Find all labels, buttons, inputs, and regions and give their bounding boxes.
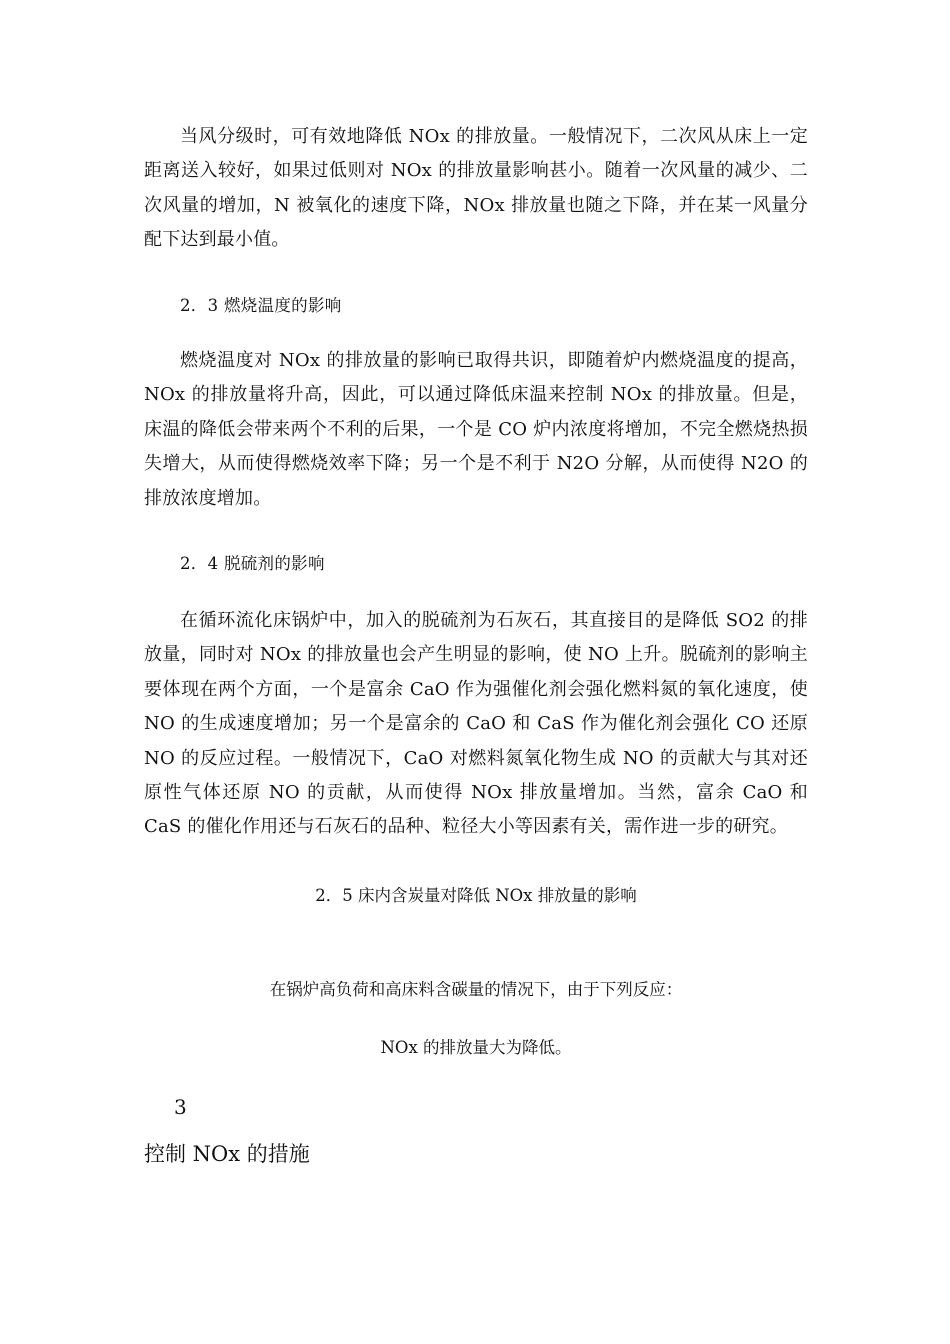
paragraph-combustion-temperature: 燃烧温度对 NOx 的排放量的影响已取得共识，即随着炉内燃烧温度的提高，NOx 的排放量将升高，因此，可以通过降低床温来控制 NOx 的排放量。但是，床温的降低会带来两个不利的后果，一个是 CO 炉内浓度将增加，不完全燃烧热损失增大，从而使得燃烧效率下降；另一个是不利于 N2O 分解，从而使得 N2O 的排放浓度增加。 (144, 350, 808, 509)
paragraph-desulfurizer: 在循环流化床锅炉中，加入的脱硫剂为石灰石，其直接目的是降低 SO2 的排放量，同时对 NOx 的排放量也会产生明显的影响，使 NO 上升。脱硫剂的影响主要体现在两个方面，一个是富余 CaO 作为强催化剂会强化燃料氮的氧化速度，使 NO 的生成速度增加；另一个是富余的 CaO 和 CaS 作为催化剂会强化 CO 还原 NO 的反应过程。一般情况下，CaO 对燃料氮氧化物生成 NO 的贡献大与其对还原性气体还原 NO 的贡献，从而使得 NOx 排放量增加。当然，富余 CaO 和 CaS 的催化作用还与石灰石的品种、粒径大小等因素有关，需作进一步的研究。 (144, 610, 808, 838)
paragraph-air-staging: 当风分级时，可有效地降低 NOx 的排放量。一般情况下，二次风从床上一定距离送入较好，如果过低则对 NOx 的排放量影响甚小。随着一次风量的减少、二次风量的增加，N 被氧化的速度下降，NOx 排放量也随之下降，并在某一风量分配下达到最小值。 (144, 126, 808, 251)
section-title: 控制 NOx 的措施 (144, 1142, 310, 1166)
reaction-result-line: NOx 的排放量大为降低。 (380, 1038, 572, 1057)
reaction-intro-line: 在锅炉高负荷和高床料含碳量的情况下，由于下列反应： (269, 980, 683, 999)
heading-desulfurizer: 2．4 脱硫剂的影响 (180, 554, 325, 573)
heading-combustion-temperature: 2．3 燃烧温度的影响 (180, 296, 342, 315)
section-number: 3 (174, 1095, 187, 1119)
heading-carbon-content: 2．5 床内含炭量对降低 NOx 排放量的影响 (315, 886, 637, 905)
